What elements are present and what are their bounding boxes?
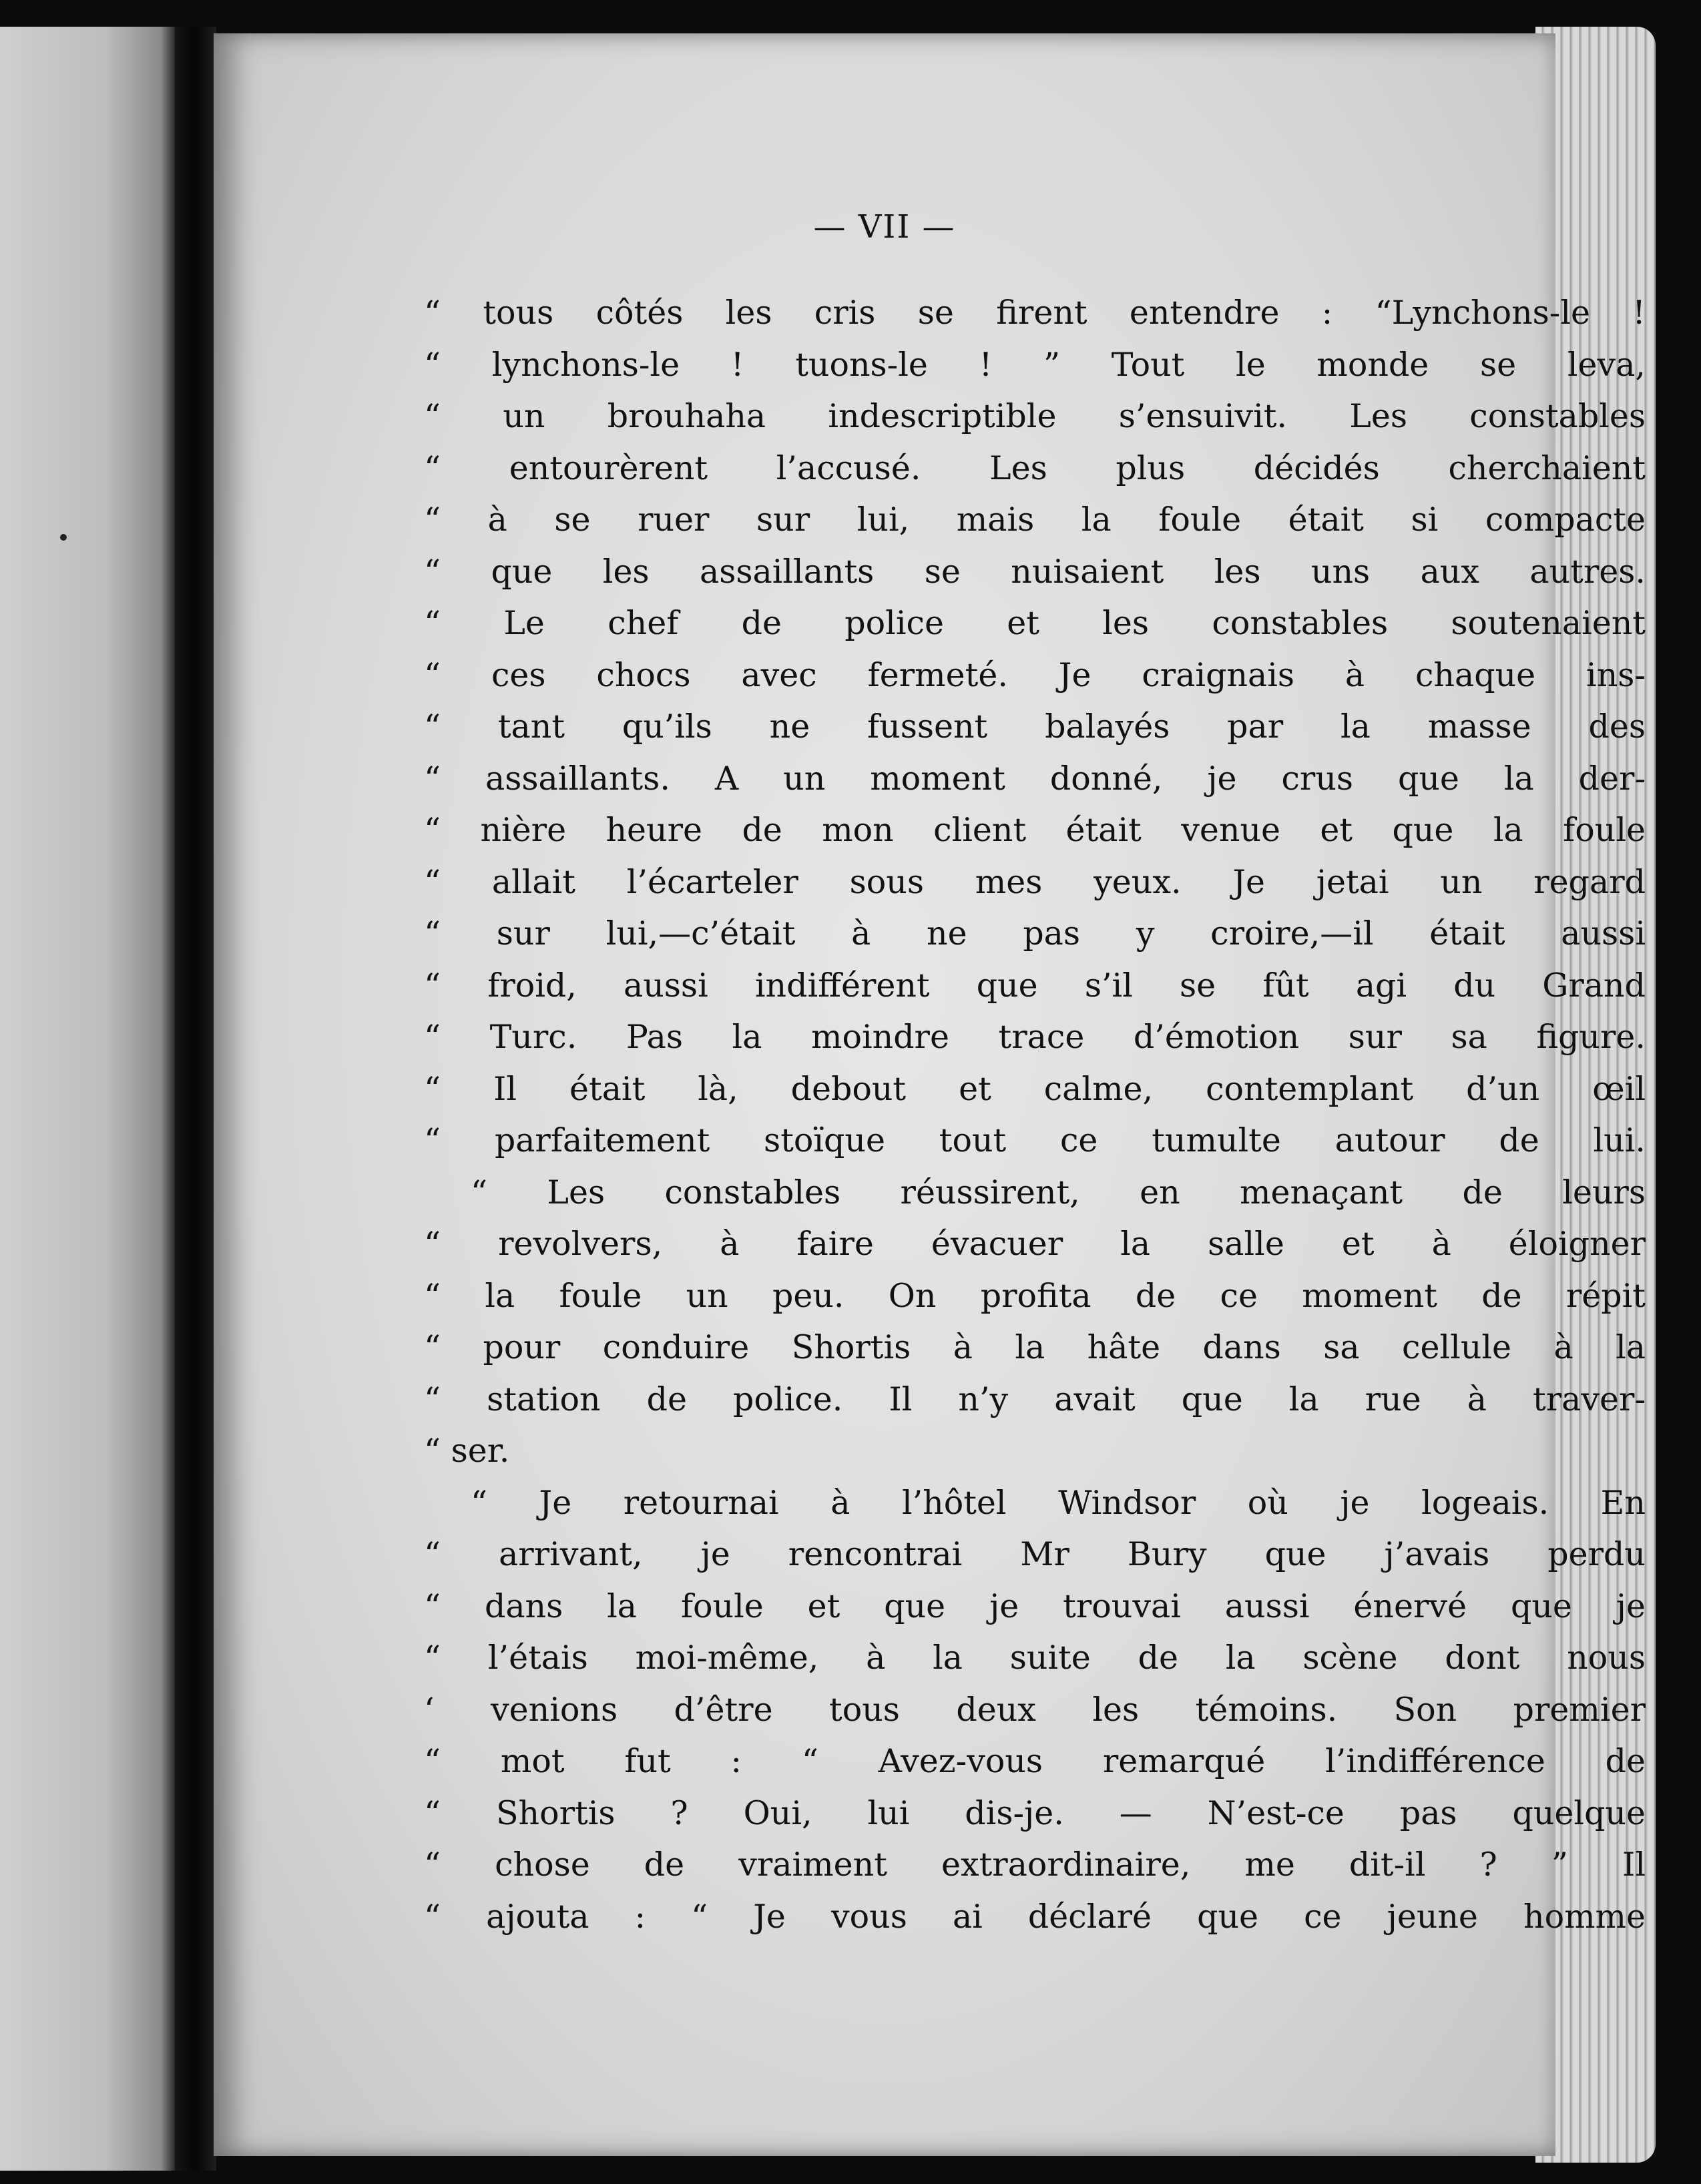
text-line: “ Shortis ? Oui, lui dis-je. — N’est-ce pas quelque xyxy=(424,1794,1646,1832)
text-line: “ froid, aussi indifférent que s’il se fût agi du Grand xyxy=(424,966,1646,1005)
text-line: “ arrivant, je rencontrai Mr Bury que j’avais perdu xyxy=(424,1535,1646,1573)
text-line: ‘ venions d’être tous deux les témoins. Son premier xyxy=(424,1690,1646,1729)
book-gutter xyxy=(175,27,216,2171)
text-line: “ ser. xyxy=(424,1432,510,1470)
text-line: “ la foule un peu. On profita de ce moment de répit xyxy=(424,1276,1646,1315)
text-line: “ Je retournai à l’hôtel Windsor où je logeais. En xyxy=(471,1483,1646,1522)
text-line: “ l’étais moi-même, à la suite de la scène dont nous xyxy=(424,1639,1646,1677)
body-text xyxy=(424,287,1646,1942)
text-line: “ pour conduire Shortis à la hâte dans sa cellule à la xyxy=(424,1328,1646,1366)
text-line: “ dans la foule et que je trouvai aussi énervé que je xyxy=(424,1587,1646,1625)
book-page xyxy=(214,33,1646,2156)
text-line: “ tant qu’ils ne fussent balayés par la masse des xyxy=(424,708,1646,746)
facing-page-specks xyxy=(0,27,175,2171)
text-line: “ entourèrent l’accusé. Les plus décidés cherchaient xyxy=(424,449,1646,487)
text-line: “ Il était là, debout et calme, contemplant d’un œil xyxy=(424,1069,1646,1108)
page-number: — VII — xyxy=(813,208,956,246)
text-line: “ un brouhaha indescriptible s’ensuivit. Les constables xyxy=(424,397,1646,435)
text-line: “ ces chocs avec fermeté. Je craignais à chaque ins- xyxy=(424,655,1646,694)
text-line: “ nière heure de mon client était venue et que la foule xyxy=(424,811,1646,849)
facing-page xyxy=(0,27,175,2171)
text-line: “ Le chef de police et les constables soutenaient xyxy=(424,604,1646,642)
text-line: “ Turc. Pas la moindre trace d’émotion sur sa figure. xyxy=(424,1018,1646,1056)
text-line: “ Les constables réussirent, en menaçant de leurs xyxy=(471,1173,1646,1211)
text-line: “ tous côtés les cris se firent entendre : “Lynchons-le ! xyxy=(424,294,1646,332)
text-line: “ mot fut : “ Avez-vous remarqué l’indifférence de xyxy=(424,1742,1646,1780)
text-line: “ sur lui,—c’était à ne pas y croire,—il était aussi xyxy=(424,914,1646,952)
text-line: “ lynchons-le ! tuons-le ! ” Tout le monde se leva, xyxy=(424,345,1646,384)
text-line: “ ajouta : “ Je vous ai déclaré que ce jeune homme xyxy=(424,1897,1646,1936)
text-line: “ chose de vraiment extraordinaire, me dit-il ? ” Il xyxy=(424,1846,1646,1884)
text-line: “ à se ruer sur lui, mais la foule était si compacte xyxy=(424,501,1646,539)
text-line: “ revolvers, à faire évacuer la salle et à éloigner xyxy=(424,1225,1646,1263)
text-line: “ station de police. Il n’y avait que la rue à traver- xyxy=(424,1380,1646,1418)
text-line: “ allait l’écarteler sous mes yeux. Je jetai un regard xyxy=(424,862,1646,901)
text-line: “ que les assaillants se nuisaient les uns aux autres. xyxy=(424,552,1646,591)
text-line: “ assaillants. A un moment donné, je crus que la der- xyxy=(424,759,1646,798)
text-line: “ parfaitement stoïque tout ce tumulte autour de lui. xyxy=(424,1121,1646,1159)
